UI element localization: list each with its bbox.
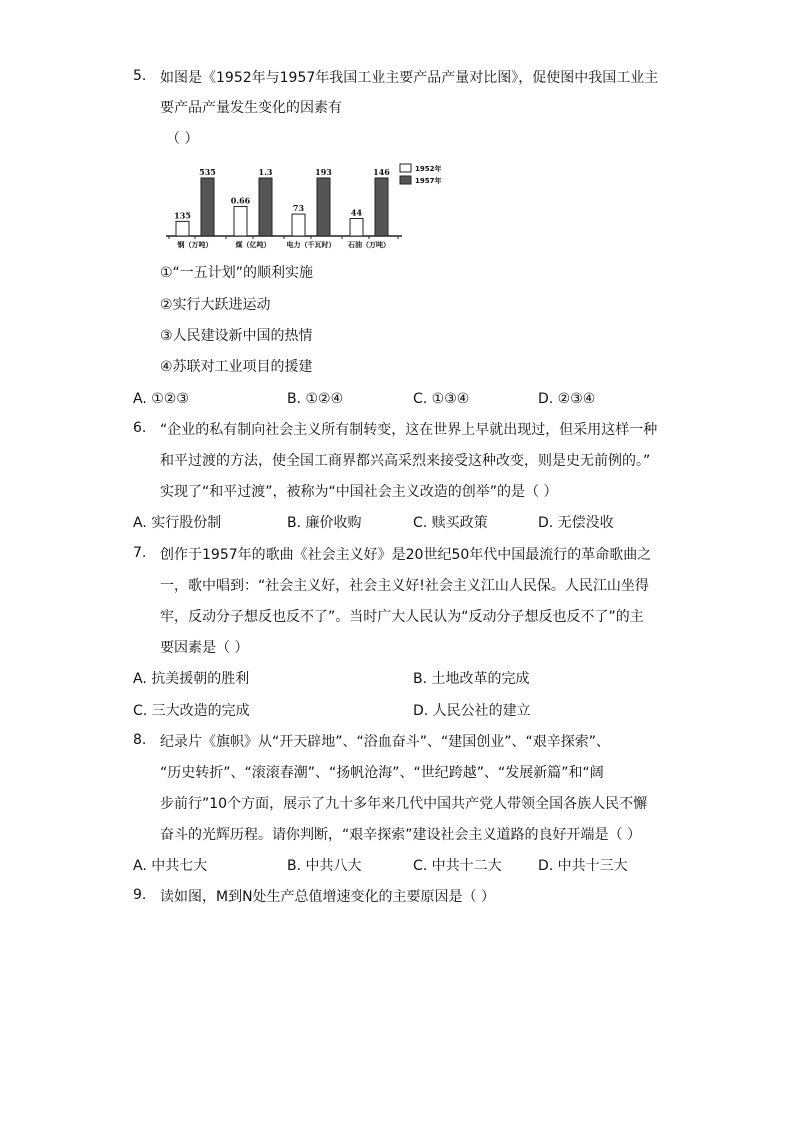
question-text: 一，歌中唱到：“社会主义好，社会主义好!社会主义江山人民保。人民江山坐得 (160, 578, 649, 594)
data-label: 73 (292, 203, 305, 214)
data-label: 1.3 (258, 167, 273, 177)
category-label: 电力（千瓦时） (286, 241, 336, 249)
question-text: 要因素是（ ） (160, 640, 249, 656)
option-a[interactable]: A. 中共七大 (133, 858, 208, 874)
question-text: 读如图，M到N处生产总值增速变化的主要原因是（ ） (160, 889, 496, 905)
bar-1952 (234, 207, 247, 236)
option-a[interactable]: A. 实行股份制 (133, 515, 222, 531)
question-text: 纪录片《旗帜》从“开天辟地”、“浴血奋斗”、“建国创业”、“艰辛探索”、 (160, 734, 611, 750)
question-text: “企业的私有制向社会主义所有制转变，这在世界上早就出现过，但采用这样一种 (160, 422, 658, 438)
question-number: 7. (133, 545, 147, 561)
data-label: 44 (350, 207, 363, 218)
question-text: 和平过渡的方法，使全国工商界都兴高采烈来接受这种改变，则是史无前例的。” (160, 453, 651, 469)
data-label: 193 (315, 167, 332, 177)
option-c[interactable]: C. 中共十二大 (413, 858, 502, 874)
question-number: 6. (133, 420, 147, 436)
bar-1952 (292, 214, 305, 236)
option-b[interactable]: B. ①②④ (287, 391, 344, 407)
bar-1957 (201, 178, 214, 236)
option-a[interactable]: A. 抗美援朝的胜利 (133, 671, 250, 687)
question-text: 如图是《1952年与1957年我国工业主要产品产量对比图》，促使图中我国工业主 (160, 70, 659, 86)
category-label: 钢（万吨） (177, 241, 213, 249)
data-label: 535 (199, 167, 216, 177)
option-b[interactable]: B. 中共八大 (287, 858, 362, 874)
question-text: 创作于1957年的歌曲《社会主义好》是20世纪50年代中国最流行的革命歌曲之 (160, 547, 652, 563)
option-d[interactable]: D. 人民公社的建立 (413, 703, 531, 719)
bar-1957 (317, 178, 330, 236)
category-label: 煤（亿吨） (235, 241, 271, 249)
legend-swatch (400, 164, 411, 172)
question-number: 9. (133, 887, 147, 903)
legend-label: 1957年 (415, 177, 442, 185)
legend-swatch (400, 176, 411, 184)
legend-label: 1952年 (415, 165, 442, 173)
question-text: 要产品产量发生变化的因素有 (160, 100, 342, 116)
bar-1952 (176, 221, 189, 236)
statement-item: ①“一五计划”的顺利实施 (160, 265, 314, 281)
statement-item: ③人民建设新中国的热情 (160, 328, 313, 344)
bar-chart (164, 160, 454, 250)
data-label: 146 (373, 167, 390, 177)
option-d[interactable]: D. 中共十三大 (538, 858, 628, 874)
question-text: 步前行”10个方面，展示了九十多年来几代中国共产党人带领全国各族人民不懈 (160, 796, 648, 812)
question-text: 实现了“和平过渡”，被称为“中国社会主义改造的创举”的是（ ） (160, 484, 558, 500)
question-text: “历史转折”、“滚滚春潮”、“扬帆沧海”、“世纪跨越”、“发展新篇”和“阔 (160, 765, 604, 781)
question-number: 5. (133, 68, 147, 84)
question-number: 8. (133, 732, 147, 748)
bar-1952 (350, 219, 363, 236)
option-d[interactable]: D. 无偿没收 (538, 515, 614, 531)
statement-item: ④苏联对工业项目的援建 (160, 359, 313, 375)
option-b[interactable]: B. 土地改革的完成 (413, 671, 530, 687)
option-c[interactable]: C. 赎买政策 (413, 515, 488, 531)
option-c[interactable]: C. ①③④ (413, 391, 470, 407)
bar-1957 (259, 178, 272, 236)
data-label: 0.66 (230, 195, 251, 206)
option-a[interactable]: A. ①②③ (133, 391, 189, 407)
option-c[interactable]: C. 三大改造的完成 (133, 703, 250, 719)
option-b[interactable]: B. 廉价收购 (287, 515, 362, 531)
bar-1957 (375, 178, 388, 236)
statement-item: ②实行大跃进运动 (160, 297, 271, 313)
option-d[interactable]: D. ②③④ (538, 391, 596, 407)
category-label: 石油（万吨） (348, 241, 390, 249)
question-text: 奋斗的光辉历程。请你判断，“艰辛探索”建设社会主义道路的良好开端是（ ） (160, 827, 641, 843)
data-label: 135 (174, 210, 191, 221)
answer-blank: （ ） (166, 131, 199, 147)
question-text: 牢，反动分子想反也反不了”。当时广大人民认为“反动分子想反也反不了”的主 (160, 609, 644, 625)
